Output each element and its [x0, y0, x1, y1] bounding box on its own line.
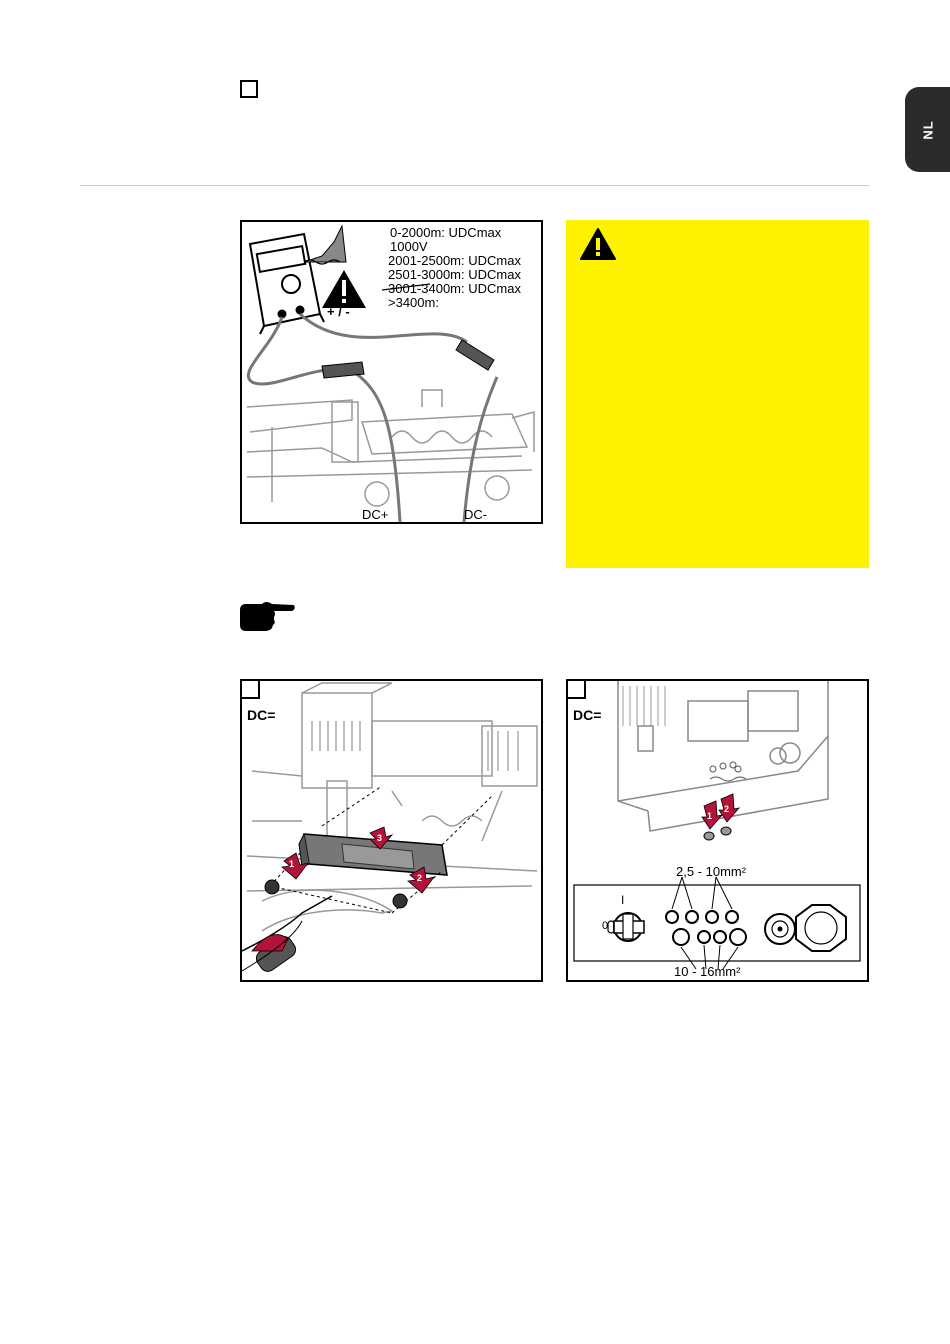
lower-gland-range: 10 - 16mm²: [674, 964, 741, 979]
svg-text:3: 3: [377, 833, 383, 843]
step1-dc-label: DC=: [247, 707, 276, 723]
switch-off-label: 0: [602, 920, 609, 932]
altitude-list: [388, 226, 540, 310]
warning-icon: [580, 228, 616, 260]
dc-plus-label: DC+: [362, 507, 389, 522]
language-tab-label: NL: [920, 119, 935, 140]
warning-box: [566, 220, 869, 568]
language-tab[interactable]: [905, 87, 950, 172]
svg-text:2: 2: [724, 804, 730, 814]
checklist-checkbox[interactable]: [240, 80, 258, 98]
altitude-line-4: 3001-3400m: UDCmax: [388, 281, 521, 296]
switch-on-label: I: [621, 893, 625, 907]
measure-figure: [240, 220, 543, 524]
pointing-hand-icon: [238, 600, 296, 632]
polarity-label: + / -: [327, 304, 350, 319]
step1-illustration: [242, 681, 541, 980]
step2-figure: [566, 679, 869, 982]
section-divider: [80, 185, 869, 186]
altitude-line-5: >3400m:: [388, 295, 439, 310]
step2-illustration: [568, 681, 867, 980]
altitude-line-3: 2501-3000m: UDCmax: [388, 267, 521, 282]
dc-minus-label: DC-: [464, 507, 488, 522]
svg-text:2: 2: [417, 873, 423, 883]
svg-text:1: 1: [707, 811, 713, 821]
svg-text:1: 1: [289, 859, 295, 869]
step1-figure: [240, 679, 543, 982]
upper-gland-range: 2,5 - 10mm²: [676, 864, 747, 879]
step2-dc-label: DC=: [573, 707, 602, 723]
altitude-line-2: 2001-2500m: UDCmax: [388, 253, 521, 268]
altitude-line-1: 0-2000m: UDCmax 1000V: [390, 225, 502, 254]
